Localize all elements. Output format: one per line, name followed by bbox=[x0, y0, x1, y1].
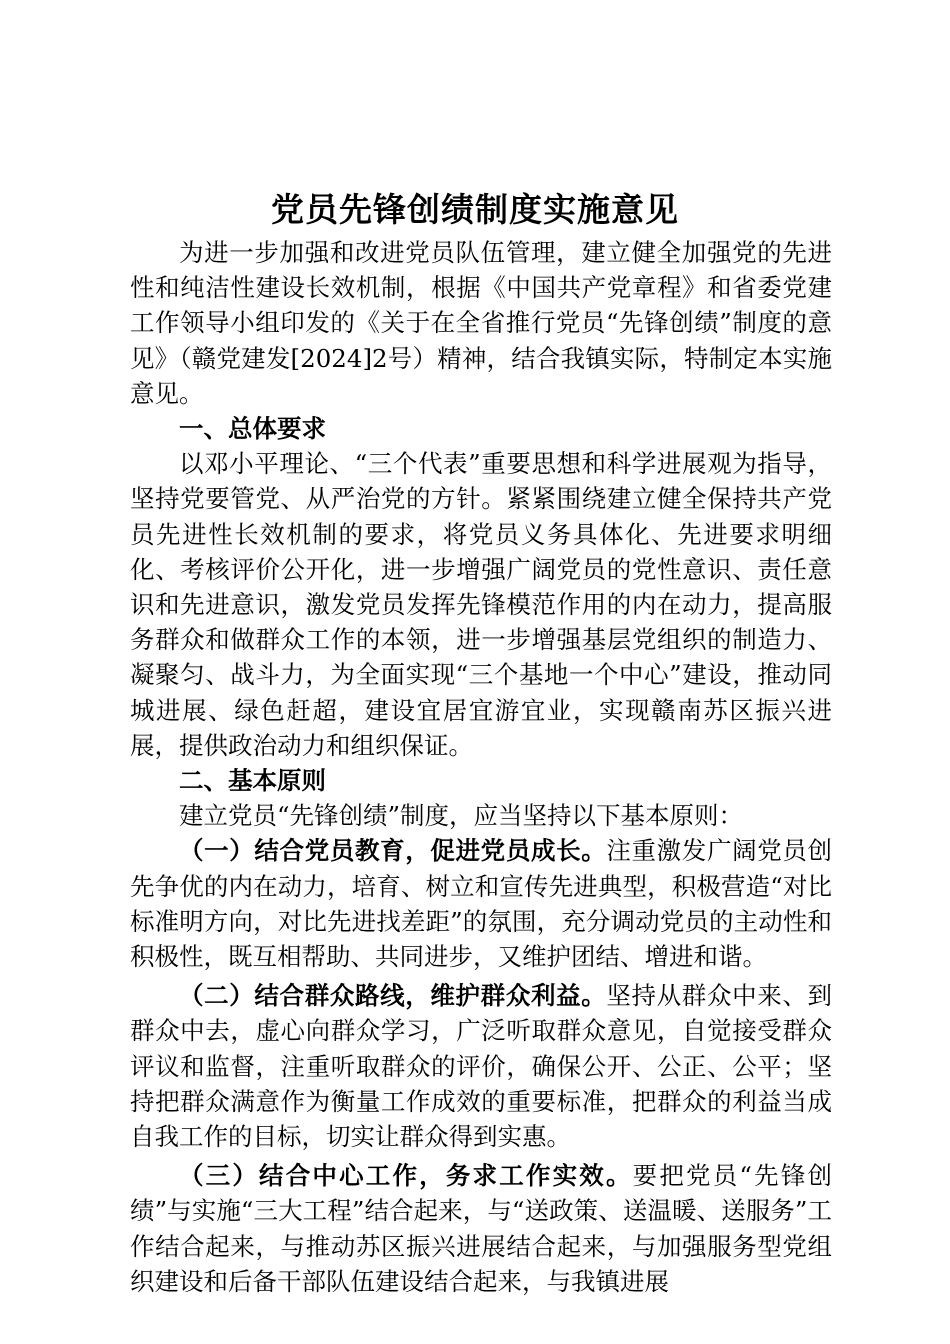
principle-3-text: 要把党员“先锋创绩”与实施“三大工程”结合起来，与“送政策、送温暖、送服务”工作结合起来，与推动苏区振兴进展结合起来，与加强服务型党组织建设和后备干部队伍建设结合起来，与我镇进展 bbox=[130, 1161, 832, 1296]
principle-3-lead: （三）结合中心工作，务求工作实效。 bbox=[179, 1161, 633, 1191]
principle-3-paragraph bbox=[130, 1158, 832, 1299]
principle-1-lead: （一）结合党员教育，促进党员成长。 bbox=[179, 836, 607, 866]
principle-1-paragraph bbox=[130, 833, 832, 974]
principle-2-lead: （二）结合群众路线，维护群众利益。 bbox=[179, 981, 607, 1011]
section-1-heading: 一、总体要求 bbox=[179, 414, 326, 444]
intro-paragraph: 为进一步加强和改进党员队伍管理，建立健全加强党的先进性和纯洁性建设长效机制，根据《中国共产党章程》和省委党建工作领导小组印发的《关于在全省推行党员“先锋创绩”制度的意见》（赣党建发[2024]2号）精神，结合我镇实际，特制定本实施意见。 bbox=[130, 238, 832, 408]
section-1-paragraph: 以邓小平理论、“三个代表”重要思想和科学进展观为指导，坚持党要管党、从严治党的方针。紧紧围绕建立健全保持共产党员先进性长效机制的要求，将党员义务具体化、先进要求明细化、考核评价公开化，进一步增强广阔党员的党性意识、责任意识和先进意识，激发党员发挥先锋模范作用的内在动力，提高服务群众和做群众工作的本领，进一步增强基层党组织的制造力、凝聚匀、战斗力，为全面实现“三个基地一个中心”建设，推动同城进展、绿色赶超，建设宜居宜游宜业，实现赣南苏区振兴进展，提供政治动力和组织保证。 bbox=[130, 449, 832, 760]
section-2-heading: 二、基本原则 bbox=[179, 766, 326, 796]
section-2-intro: 建立党员“先锋创绩”制度，应当坚持以下基本原则： bbox=[179, 801, 744, 831]
document-title: 党员先锋创绩制度实施意见 bbox=[271, 190, 679, 229]
principle-1-text: 注重激发广阔党员创先争优的内在动力，培育、树立和宣传先进典型，积极营造“对比标准明方向，对比先进找差距”的氛围，充分调动党员的主动性和积极性，既互相帮助、共同进步，又维护团结、增进和谐。 bbox=[130, 836, 833, 972]
principle-2-paragraph bbox=[130, 978, 832, 1154]
principle-2-text: 坚持从群众中来、到群众中去，虚心向群众学习，广泛听取群众意见，自觉接受群众评议和监督，注重听取群众的评价，确保公开、公正、公平；坚持把群众满意作为衡量工作成效的重要标准，把群众的利益当成自我工作的目标，切实让群众得到实惠。 bbox=[130, 981, 833, 1152]
document-body bbox=[130, 235, 832, 1299]
